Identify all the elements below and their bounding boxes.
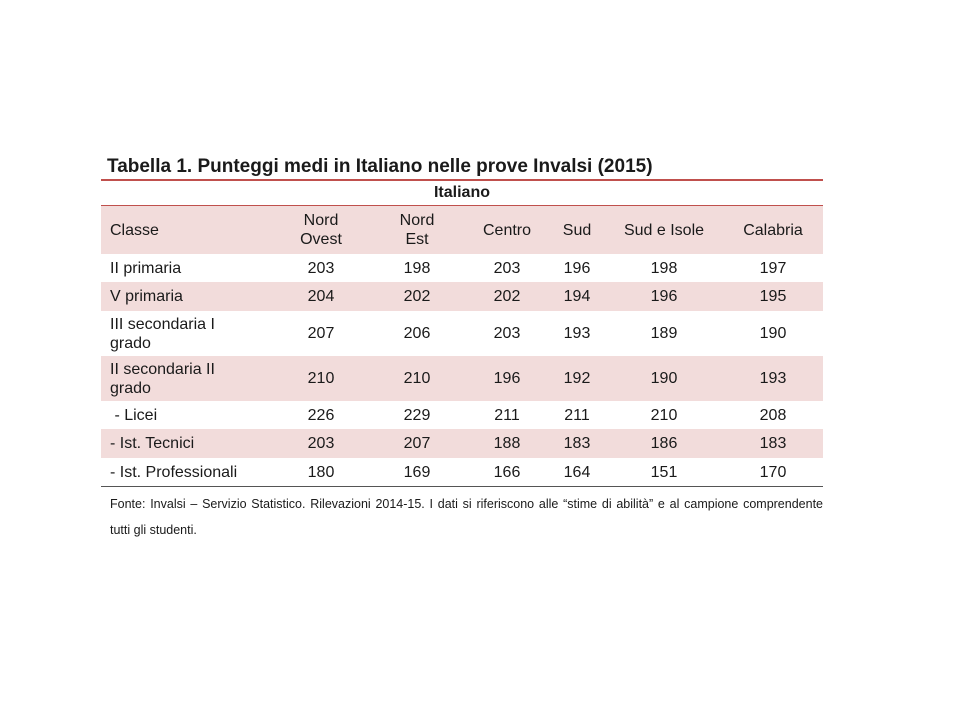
table-cell: 190 [759,325,787,342]
column-header: Nord Est [399,212,435,248]
table-cell: 206 [403,325,431,342]
header-row [101,206,823,254]
table-cell: 210 [307,370,335,387]
table-cell: 197 [759,259,787,277]
table-cell: 194 [563,288,591,305]
table-cell: 196 [493,370,521,387]
table-bottom-rule [101,486,823,487]
table-row [101,254,823,282]
table-row [101,429,823,458]
table-cell: 202 [493,288,521,305]
table-cell: 193 [759,370,787,387]
table-cell: 195 [759,288,787,305]
row-label: II primaria [110,259,182,277]
table-cell: 188 [493,435,521,452]
table-cell: 198 [403,259,431,277]
table-cell: 203 [307,435,335,452]
table-cell: 170 [759,463,787,481]
table-cell: 211 [494,406,520,424]
column-header: Sud [562,221,592,239]
row-label: II secondaria II grado [110,360,215,397]
table-cell: 226 [307,406,335,424]
table-cell: 204 [307,288,335,305]
row-label: III secondaria I grado [110,315,215,352]
table-row [101,282,823,311]
table-cell: 189 [650,325,678,342]
table-cell: 203 [493,325,521,342]
table-cell: 198 [650,259,678,277]
table-cell: 203 [307,259,335,277]
table-cell: 210 [403,370,431,387]
table-row [101,356,823,401]
table-cell: 202 [403,288,431,305]
table-cell: 183 [563,435,591,452]
row-label: V primaria [110,288,183,305]
table-title: Tabella 1. Punteggi medi in Italiano nelle prove Invalsi (2015) [107,156,653,177]
table-cell: 208 [759,406,787,424]
table-cell: 169 [403,463,431,481]
table-row [101,401,823,429]
row-label: - Licei [110,406,158,424]
table-cell: 166 [493,463,521,481]
table-cell: 203 [493,259,521,277]
column-header: Classe [110,221,159,239]
table-cell: 196 [650,288,678,305]
row-label: - Ist. Tecnici [110,435,195,452]
table-cell: 207 [403,435,431,452]
table-cell: 180 [307,463,335,481]
table-cell: 183 [759,435,787,452]
scores-table [101,206,823,486]
table-cell: 151 [650,463,678,481]
table-cell: 164 [563,463,591,481]
column-header: Calabria [743,221,803,239]
table-cell: 229 [403,406,431,424]
table-cell: 196 [563,259,591,277]
column-header: Sud e Isole [623,221,705,239]
table-row [101,311,823,356]
table-cell: 192 [563,370,591,387]
table-cell: 210 [650,406,678,424]
table-cell: 190 [650,370,678,387]
column-header: Centro [482,221,532,239]
table-cell: 186 [650,435,678,452]
row-label: - Ist. Professionali [110,463,238,481]
table-cell: 207 [307,325,335,342]
source-note: Fonte: Invalsi – Servizio Statistico. Rilevazioni 2014-15. I dati si riferiscono alle “stime di abilità” e al campione comprendente tutti gli studenti. [110,497,823,537]
column-header: Nord Ovest [300,212,342,248]
subject-header: Italiano [433,184,490,201]
table-cell: 211 [564,406,590,424]
table-cell: 193 [563,325,591,342]
data-table-container [101,156,823,543]
table-row [101,458,823,486]
